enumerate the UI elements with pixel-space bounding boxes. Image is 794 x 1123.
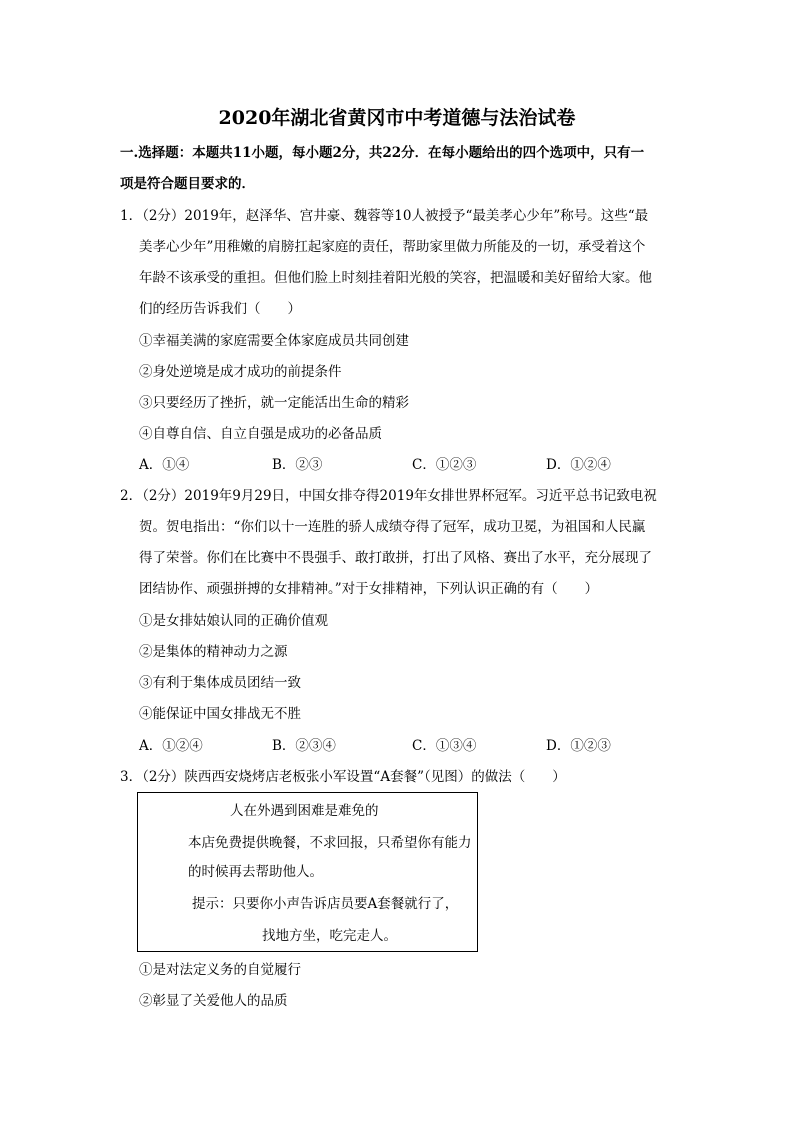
section-header-line: 一.选择题：本题共11小题，每小题2分，共22分．在每小题给出的四个选项中，只有一 xyxy=(120,145,645,161)
option-a: A．①④ xyxy=(139,457,190,473)
section-header-line: 项是符合题目要求的． xyxy=(120,176,255,192)
option-b: B．②③④ xyxy=(272,738,336,754)
statement-item: ①幸福美满的家庭需要全体家庭成员共同创建 xyxy=(139,333,409,349)
question-text-line: 年龄不该承受的重担。但他们脸上时刻挂着阳光般的笑容，把温暖和美好留给大家。他 xyxy=(139,270,652,286)
statement-item: ①是对法定义务的自觉履行 xyxy=(139,962,301,978)
notice-line: 人在外遇到困难是难免的 xyxy=(230,803,379,819)
option-c: C．①②③ xyxy=(412,457,477,473)
notice-line: 本店免费提供晚餐，不求回报，只希望你有能力 xyxy=(188,835,472,851)
question-text-line: 美孝心少年”用稚嫩的肩膀扛起家庭的责任，帮助家里做力所能及的一切，承受着这个 xyxy=(139,239,646,255)
statement-item: ②身处逆境是成才成功的前提条件 xyxy=(139,364,342,380)
question-text-line: 们的经历告诉我们（ ） xyxy=(139,301,301,317)
question-text-line: 3．（2分）陕西西安烧烤店老板张小军设置“A套餐”（见图）的做法（ ） xyxy=(120,769,566,785)
page-title: 2020年湖北省黄冈市中考道德与法治试卷 xyxy=(218,107,576,129)
option-b: B．②③ xyxy=(272,457,323,473)
question-text-line: 得了荣誉。你们在比赛中不畏强手、敢打敢拼，打出了风格、赛出了水平，充分展现了 xyxy=(139,550,652,566)
statement-item: ④自尊自信、自立自强是成功的必备品质 xyxy=(139,426,382,442)
statement-item: ④能保证中国女排战无不胜 xyxy=(139,706,301,722)
statement-item: ①是女排姑娘认同的正确价值观 xyxy=(139,613,328,629)
notice-line: 提示：只要你小声告诉店员要A套餐就行了， xyxy=(192,896,459,912)
question-text-line: 1．（2分）2019年，赵泽华、宫井豪、魏蓉等10人被授予“最美孝心少年”称号。这些“最 xyxy=(120,208,649,224)
option-d: D．①②③ xyxy=(546,738,611,754)
statement-item: ③有利于集体成员团结一致 xyxy=(139,675,301,691)
notice-line: 找地方坐，吃完走人。 xyxy=(262,928,397,944)
question-text-line: 2．（2分）2019年9月29日，中国女排夺得2019年女排世界杯冠军。习近平总书记致电祝 xyxy=(120,488,657,504)
restaurant-notice-figure xyxy=(137,792,478,952)
statement-item: ③只要经历了挫折，就一定能活出生命的精彩 xyxy=(139,395,409,411)
option-d: D．①②④ xyxy=(546,457,611,473)
statement-item: ②是集体的精神动力之源 xyxy=(139,644,288,660)
notice-line: 的时候再去帮助他人。 xyxy=(188,864,323,880)
option-c: C．①③④ xyxy=(412,738,477,754)
question-text-line: 团结协作、顽强拼搏的女排精神。”对于女排精神，下列认识正确的有（ ） xyxy=(139,581,599,597)
question-text-line: 贺。贺电指出：“你们以十一连胜的骄人成绩夺得了冠军，成功卫冕，为祖国和人民赢 xyxy=(139,519,646,535)
section-header xyxy=(120,138,680,200)
option-a: A．①②④ xyxy=(139,738,203,754)
statement-item: ②彰显了关爱他人的品质 xyxy=(139,993,288,1009)
